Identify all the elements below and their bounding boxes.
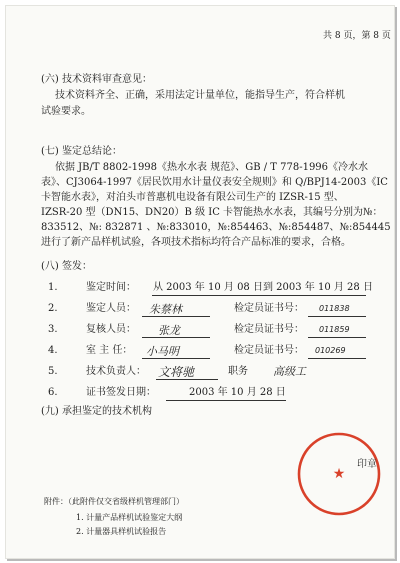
section-7-line-4: IZSR-20 型（DN15、DN20）B 级 IC 卡智能热水水表，其编号分别为№：	[41, 207, 383, 218]
director-cert-number: 010269	[315, 346, 346, 355]
section-6-heading: (六) 技术资料审查意见：	[41, 74, 152, 85]
director-signature: 小马明	[146, 345, 179, 358]
reviewer-cert-line	[308, 337, 366, 338]
section-9-heading: (九) 承担鉴定的技术机构	[41, 406, 152, 417]
seal-star: ★	[332, 466, 346, 482]
document-page	[5, 5, 395, 559]
appraiser-label: 鉴定人员：	[86, 303, 136, 314]
reviewer-cert-number: 011859	[319, 325, 350, 334]
issue-date-underline	[166, 400, 286, 401]
reviewer-signature: 张龙	[158, 324, 180, 337]
technical-lead-label: 技术负责人：	[86, 366, 146, 377]
appraisal-period-label: 鉴定时间：	[86, 282, 136, 293]
seal-label: 印章	[357, 459, 377, 470]
director-label: 室 主 任：	[86, 345, 133, 356]
section-7-line-6: 进行了新产品样机试验，各项技术指标均符合产品标准的要求，合格。	[41, 237, 351, 248]
appraiser-cert-label: 检定员证书号：	[234, 303, 304, 314]
attachment-item-2: 2. 计量器具样机试验报告	[76, 527, 167, 536]
cert-issue-date-value: 2003 年 10 月 28 日	[189, 387, 286, 398]
sign-item-number: 5.	[48, 366, 58, 377]
page-number: 共 8 页，第 8 页	[323, 31, 391, 41]
sign-item-number: 3.	[48, 324, 58, 335]
title-value: 高级工	[273, 365, 306, 378]
sign-item-number: 1.	[48, 282, 58, 293]
section-7-heading: (七) 鉴定总结论：	[41, 146, 122, 157]
appraiser-signature: 朱蔡林	[149, 303, 182, 316]
section-7-line-5: 833512、№: 832871 、№:833010，№:854463、№:854487、№:854445	[41, 222, 391, 233]
technical-lead-signature: 文将驰	[158, 365, 195, 379]
attachment-item-1: 1. 计量产品样机试验鉴定大纲	[76, 513, 183, 522]
official-seal	[296, 431, 382, 517]
appraiser-cert-line	[308, 316, 366, 317]
reviewer-cert-label: 检定员证书号：	[234, 324, 304, 335]
section-6-line-2: 试验要求。	[41, 106, 91, 117]
sign-item-number: 4.	[48, 345, 58, 356]
appraiser-cert-number: 011838	[319, 304, 350, 313]
sign-item-number: 2.	[48, 303, 58, 314]
sign-item-number: 6.	[48, 387, 58, 398]
cert-issue-date-label: 证书签发日期：	[86, 387, 156, 398]
section-8-heading: (八) 签发：	[41, 261, 92, 272]
section-7-line-3: 卡智能水表》，对泊头市普惠机电设备有限公司生产的 IZSR-15 型、	[41, 192, 344, 203]
appraisal-period-value: 从 2003 年 10 月 08 日到 2003 年 10 月 28 日	[153, 282, 373, 293]
section-7-line-2: 表》、CJ3064-1997《居民饮用水计量仪表安全规则》和 Q/BPJ14-2003《IC	[41, 177, 388, 188]
reviewer-label: 复核人员：	[86, 324, 136, 335]
section-6-line-1: 技术资料齐全、正确，采用法定计量单位，能指导生产，符合样机	[55, 90, 345, 101]
period-underline	[152, 295, 366, 296]
attachments-heading: 附件：（此附件仅交省级样机管理部门）	[44, 497, 184, 506]
title-label: 职务	[228, 366, 248, 377]
director-cert-label: 检定员证书号：	[234, 345, 304, 356]
section-7-line-1: 依据 JB/T 8802-1998《热水水表 规范》、GB / T 778-1996《冷水水	[55, 162, 369, 173]
director-cert-line	[308, 358, 366, 359]
